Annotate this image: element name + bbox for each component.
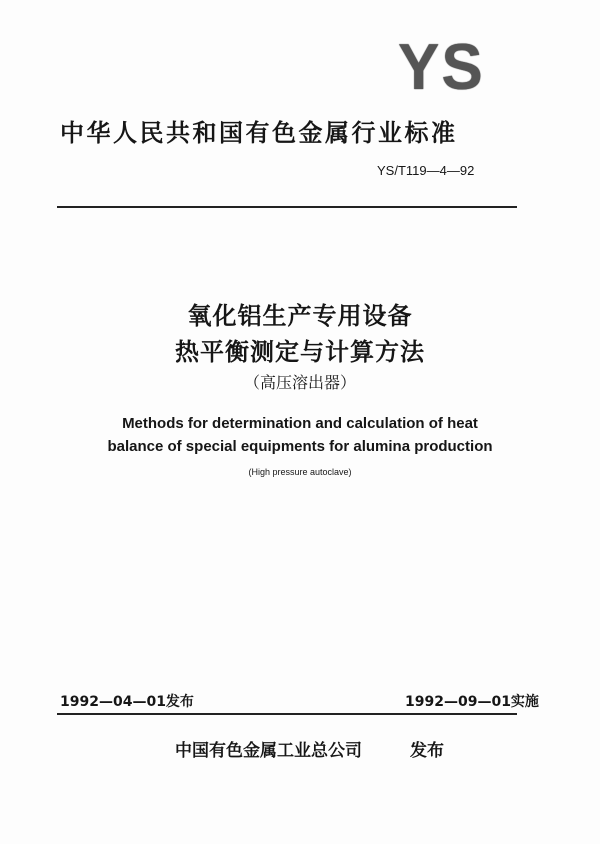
title-en-line-2: balance of special equipments for alumina production	[107, 438, 493, 455]
title-cn-line-2: 热平衡测定与计算方法	[175, 338, 425, 366]
publish-label: 发布	[410, 741, 444, 761]
issue-date: 1992—04—01发布	[60, 694, 194, 710]
ys-logo: YS	[398, 31, 485, 104]
standard-code: YS/T119—4—92	[377, 163, 475, 178]
top-divider	[57, 206, 517, 208]
bottom-divider	[57, 713, 517, 715]
effective-date: 1992—09—01实施	[405, 694, 539, 710]
standard-category-heading: 中华人民共和国有色金属行业标准	[60, 119, 458, 147]
title-en-line-1: Methods for determination and calculation of heat	[122, 415, 478, 432]
subtitle-cn: （高压溶出器）	[243, 373, 356, 392]
title-cn-line-1: 氧化铝生产专用设备	[187, 302, 413, 330]
subtitle-en: (High pressure autoclave)	[248, 467, 352, 477]
publisher: 中国有色金属工业总公司	[175, 741, 362, 761]
